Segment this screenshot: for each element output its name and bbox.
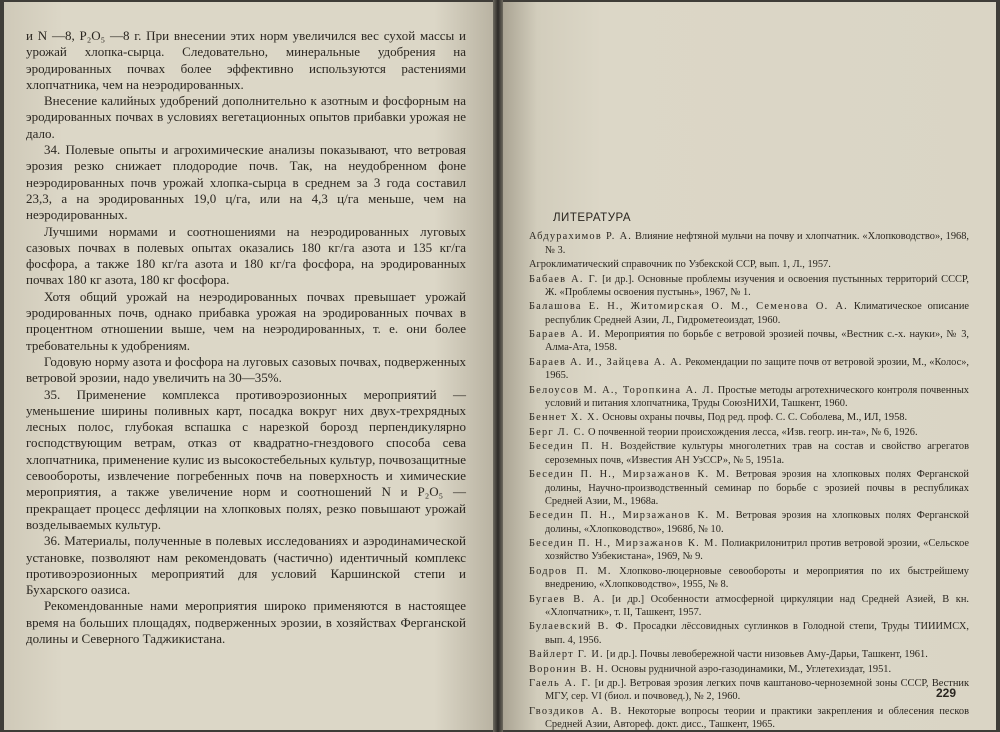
right-page — [503, 2, 996, 730]
reference-text: Полиакрилонитрил против ветровой эрозии, «Сельское хозяйство Узбекистана», 1969, № 9. — [545, 538, 970, 563]
reference-text: О почвенной теории происхождения лесса, «Изв. геогр. ин-та», № 6, 1926. — [585, 426, 918, 438]
reference-text: Некоторые вопросы теории и практики закрепления и облесения песков Средней Азии, Автореф. докт. дисс., Ташкент, 1965. — [545, 705, 970, 730]
reference-text: Рекомендации по защите почв от ветровой эрозии, М., «Колос», 1965. — [545, 356, 969, 382]
paragraph: 36. Материалы, полученные в полевых исследованиях и аэродинамической установке, позволяют нам рекомендовать (частично) идентичный комплекс противоэрозионных мероприятий для условий Каршинской степи и Бухарского оазиса. — [26, 533, 466, 598]
reference-text: [и др.] Особенности атмосферной циркуляции над Средней Азией, В кн. «Хлопчатник», т. II, Ташкент, 1957. — [545, 593, 969, 618]
reference-text: Просадки лёссовидных суглинков в Голодной степи, Труды ТИИИМСХ, вып. 4, 1956. — [545, 621, 969, 646]
reference-text: Хлопково-люцерновые севообороты и мероприятия по их быстрейшему внедрению, «Хлопководство», 1955, № 8. — [545, 565, 969, 591]
reference-entry — [529, 356, 969, 383]
reference-entry — [529, 593, 969, 620]
reference-entry — [529, 468, 969, 508]
bibliography — [529, 212, 969, 730]
reference-author: Беседин П. Н. — [529, 441, 614, 453]
reference-author: Беннет Х. Х. — [529, 412, 600, 424]
reference-entry — [529, 648, 969, 661]
reference-text: [и др.]. Основные проблемы изучения и освоения пустынных территорий СССР, Ж. «Проблемы освоения пустынь», 1967, № 1. — [545, 273, 970, 298]
left-page-text — [26, 28, 466, 647]
reference-entry — [529, 565, 969, 592]
reference-text: Основы охраны почвы, Под ред. проф. С. С. Соболева, М., ИЛ, 1958. — [599, 412, 908, 424]
reference-text: Простые методы агротехнического контроля почвенных условий и питания хлопчатника, Труды СоюзНИХИ, Ташкент, 1960. — [545, 384, 970, 409]
reference-entry — [529, 509, 969, 536]
reference-author: Беседин П. Н., Мирзажанов К. М. — [529, 469, 731, 481]
left-page — [4, 2, 493, 730]
paragraph: и N —8, P₂O₅ —8 г. При внесении этих норм увеличился вес сухой массы и урожай хлопка-сырца. Следовательно, минеральные удобрения на эродированных почвах более эффективно используются растениями хлопчатника, чем на неэродированных. — [26, 28, 466, 92]
reference-text: Влияние нефтяной мульчи на почву и хлопчатник. «Хлопководство», 1968, № 3. — [545, 231, 970, 256]
bibliography-heading: ЛИТЕРАТУРА — [553, 212, 632, 224]
reference-entry — [529, 705, 969, 730]
book-spine — [493, 0, 503, 732]
reference-author: Гаель А. Г. — [529, 678, 592, 690]
reference-text: Климатическое описание республик Средней Азии, Л., Гидрометеоиздат, 1960. — [545, 301, 970, 326]
reference-text: Ветровая эрозия на хлопковых полях Ферганской долины, Научно-производственный семинар по борьбе с эрозией почвы в республиках Средней Азии, М., 1968а. — [545, 469, 969, 507]
reference-entry — [529, 258, 969, 271]
reference-text: Агроклиматический справочник по Узбекской ССР, вып. 1, Л., 1957. — [529, 259, 831, 271]
reference-author: Бугаев В. А. — [529, 593, 606, 605]
reference-entry — [529, 411, 969, 424]
reference-author: Бодров П. М. — [529, 565, 612, 577]
page-number: 229 — [935, 686, 956, 700]
reference-author: Бараев А. И. — [529, 329, 601, 341]
reference-entry — [529, 677, 969, 704]
paragraph: Лучшими нормами и соотношениями на неэродированных луговых сазовых почвах в полевых опытах оказались 180 кг/га азота и 135 кг/га фосфора, а также 180 кг/га азота и 180 кг/га фосфора, на эродированных почвах 180 кг азота, 180 кг фосфора. — [26, 223, 466, 288]
reference-author: Воронин В. Н. — [529, 663, 609, 675]
reference-author: Бараев А. И., Зайцева А. А. — [529, 356, 683, 368]
paragraph: Хотя общий урожай на неэродированных почвах превышает урожай эродированных почв, однако прибавка урожая на эродированных почвах в процентном отношении выше, чем на неэродированных, т. е. они более требовательны к удобрениям. — [26, 288, 466, 353]
paragraph: Рекомендованные нами мероприятия широко применяются в настоящее время на больших площадях, подверженных эрозии, в хозяйствах Ферганской долины и Северного Таджикистана. — [26, 598, 466, 646]
reference-author: Вайлерт Г. И. — [529, 649, 604, 661]
reference-entry — [529, 620, 969, 647]
paragraph: Годовую норму азота и фосфора на луговых сазовых почвах, подверженных ветровой эрозии, надо увеличить на 30—35%. — [26, 353, 466, 386]
reference-entry — [529, 426, 969, 439]
reference-author: Балашова Е. Н., Житомирская О. М., Семенова О. А. — [529, 301, 848, 313]
reference-author: Беседин П. Н., Мирзажанов К. М. — [529, 510, 731, 522]
paragraph: 34. Полевые опыты и агрохимические анализы показывают, что ветровая эрозия резко снижает плодородие почв. Так, на неудобренном фоне неэродированных почв урожай хлопка-сырца в среднем за 3 года составил 23,3, а на эродированных 19,0 ц/га, или на 4,3 ц/га меньше, чем на неэродированных. — [26, 142, 466, 223]
reference-author: Беседин П. Н., Мирзажанов К. М. — [529, 538, 719, 550]
paragraph: 35. Применение комплекса противоэрозионных мероприятий — уменьшение ширины поливных карт, посадка вокруг них двух-трехрядных лесных полос, глубокая вспашка с нарезкой борозд перпендикулярно господствующим ветрам, отказ от квадратно-гнездового способа сева хлопчатника, применение кулис из высокостебельных культур, почвозащитные севообороты, извлечение погребенных почв на поверхность и химические мероприятия, а также увеличение норм и соотношений N и P₂O₅ — прекращает процесс дефляции на хлопковых полях, резко повышают урожай возделываемых культур. — [26, 386, 466, 532]
reference-author: Берг Л. С. — [529, 426, 586, 438]
reference-entry — [529, 300, 969, 327]
reference-entry — [529, 384, 969, 411]
reference-entry — [529, 230, 969, 257]
paragraph: Внесение калийных удобрений дополнительно к азотным и фосфорным на эродированных почвах в условиях вегетационных опытов прибавки урожая не дало. — [26, 93, 466, 141]
reference-author: Белоусов М. А., Торопкина А. Л. — [529, 384, 715, 396]
reference-author: Гвоздиков А. В. — [529, 705, 623, 717]
reference-entry — [529, 440, 969, 467]
reference-author: Булаевский В. Ф. — [529, 621, 629, 633]
reference-entry — [529, 273, 969, 300]
reference-entry — [529, 537, 969, 564]
reference-text: Ветровая эрозия на хлопковых полях Ферганской долины, «Хлопководство», 1968б, № 10. — [545, 510, 969, 535]
reference-author: Абдурахимов Р. А. — [529, 231, 633, 243]
reference-entry — [529, 663, 969, 676]
reference-text: Мероприятия по борьбе с ветровой эрозией почвы, «Вестник с.-х. науки», № 3, Алма-Ата, 1958. — [545, 329, 969, 354]
reference-text: Воздействие культуры многолетних трав на состав и свойство агрегатов сероземных почв, «Известия АН УзССР», № 5, 1951а. — [545, 441, 969, 466]
reference-text: Основы рудничной аэро-газодинамики, М., Углетехиздат, 1951. — [608, 663, 892, 675]
reference-author: Бабаев А. Г. — [529, 273, 599, 285]
reference-entry — [529, 328, 969, 355]
reference-text: [и др.]. Ветровая эрозия легких почв каштаново-черноземной зоны СССР, Вестник МГУ, сер. VI (биол. и почвовед.), № 2, 1960. — [545, 678, 969, 703]
reference-text: [и др.]. Почвы левобережной части низовьев Аму-Дарьи, Ташкент, 1961. — [603, 649, 928, 661]
